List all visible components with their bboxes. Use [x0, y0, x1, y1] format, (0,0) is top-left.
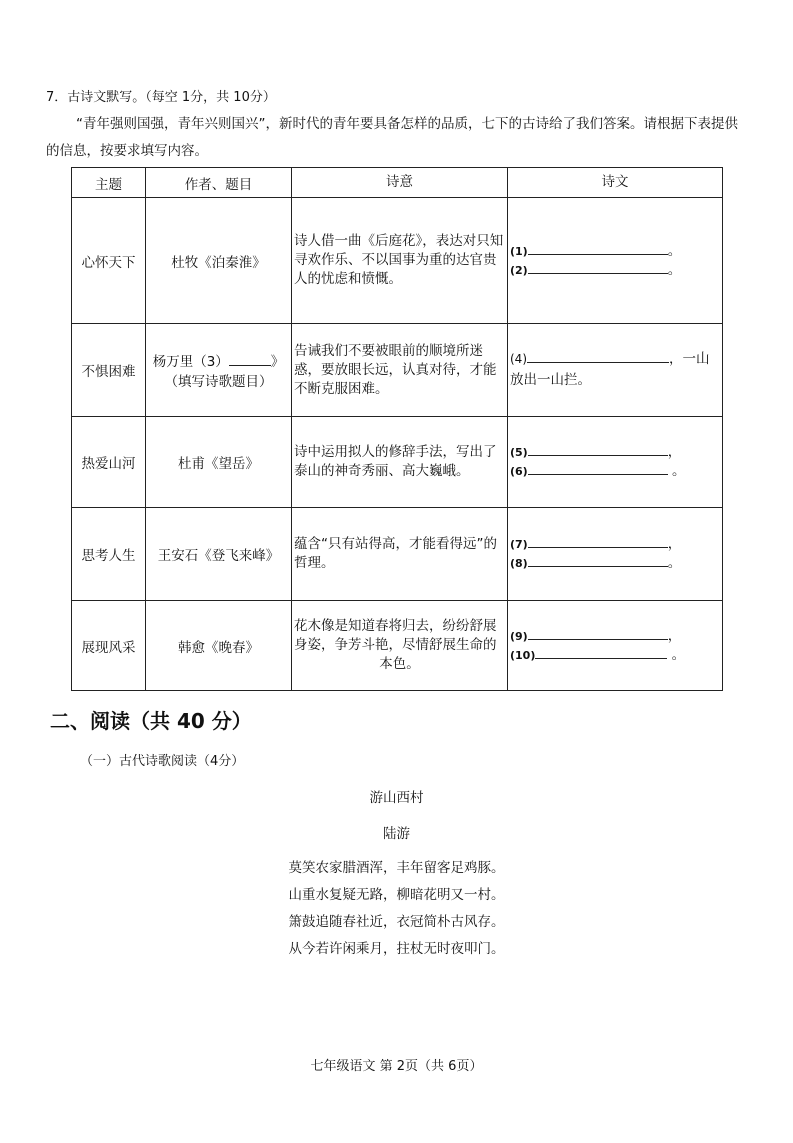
answer-number: (6): [510, 465, 528, 478]
table-header-row: [72, 168, 723, 198]
answer-line: [510, 443, 720, 462]
author-cell: [146, 324, 292, 417]
header-meaning: 诗意: [292, 168, 508, 198]
answer-number: (1): [510, 244, 528, 258]
poem-line: 从今若许闲乘月，拄杖无时夜叩门。: [288, 941, 505, 957]
answer-blank[interactable]: [528, 462, 668, 475]
answer-end: 。: [667, 555, 682, 571]
question-7-intro: “青年强则国强，青年兴则国兴”，新时代的青年要具备怎样的品质，七下的古诗给了我们答案。请根据下表提供的信息，按要求填写内容。: [46, 116, 738, 159]
answer-blank[interactable]: [528, 242, 668, 255]
answer-end: ，: [667, 444, 682, 460]
text-cell: [508, 417, 723, 508]
answer-line: [510, 535, 720, 554]
author-line: [148, 350, 289, 370]
table-row: [72, 198, 723, 324]
section-title: 二、阅读（共 40 分）: [50, 709, 252, 733]
answer-line: [510, 646, 720, 665]
question-7-title: 7．古诗文默写。（每空 1分，共 10分）: [46, 90, 276, 105]
meaning-cell: 诗人借一曲《后庭花》，表达对只知寻欢作乐、不以国事为重的达官贵人的忧虑和愤慨。: [292, 198, 508, 324]
text-cell: [508, 601, 723, 691]
title-blank[interactable]: [229, 353, 271, 366]
answer-line: [510, 242, 720, 261]
author-prefix: 杨万里（3）: [152, 354, 229, 370]
author-cell: 杜甫《望岳》: [146, 417, 292, 508]
poem-title: 游山西村: [369, 790, 424, 806]
author-cell: 杜牧《泊秦淮》: [146, 198, 292, 324]
poem-line: 山重水复疑无路，柳暗花明又一村。: [288, 887, 505, 903]
answer-number: (9): [510, 629, 528, 643]
author-hint: （填写诗歌题目）: [164, 374, 273, 390]
poem-line: 箫鼓追随春社近，衣冠简朴古风存。: [288, 914, 505, 930]
answer-number: (5): [510, 446, 528, 459]
answer-end: 。: [667, 261, 682, 278]
header-text: 诗文: [508, 168, 723, 198]
answer-end: ，: [667, 627, 682, 644]
header-author: 作者、题目: [146, 168, 292, 198]
theme-cell: 思考人生: [72, 508, 146, 601]
poem-line: 莫笑农家腊酒浑，丰年留客足鸡豚。: [288, 860, 505, 876]
section-subtitle: （一）古代诗歌阅读（4分）: [80, 754, 245, 769]
answer-line: [510, 627, 720, 646]
poem-author: 陆游: [383, 826, 410, 842]
theme-cell: 展现风采: [72, 601, 146, 691]
answer-tail: ，一山放出一山拦。: [510, 351, 710, 388]
answer-line: [510, 554, 720, 573]
answer-end: 。: [667, 242, 682, 259]
meaning-cell: 告诫我们不要被眼前的顺境所迷惑，要放眼长远，认真对待，才能不断克服困难。: [292, 324, 508, 417]
meaning-text: 花木像是知道春将归去，纷纷舒展身姿，争芳斗艳，尽情舒展生命的: [294, 618, 497, 653]
answer-blank[interactable]: [528, 535, 668, 548]
answer-blank[interactable]: [535, 646, 667, 659]
answer-blank[interactable]: [528, 261, 668, 274]
header-theme: 主题: [72, 168, 146, 198]
meaning-cell: [292, 601, 508, 691]
meaning-text-end: 本色。: [379, 656, 420, 672]
answer-number: (10): [510, 648, 536, 662]
table-row: [72, 324, 723, 417]
answer-number: (4): [510, 352, 527, 366]
meaning-cell: 诗中运用拟人的修辞手法，写出了泰山的神奇秀丽、高大巍峨。: [292, 417, 508, 508]
answer-blank[interactable]: [528, 554, 668, 567]
theme-cell: 不惧困难: [72, 324, 146, 417]
text-cell: [508, 198, 723, 324]
answer-number: (2): [510, 263, 528, 277]
answer-end: ，: [667, 536, 682, 552]
theme-cell: 心怀天下: [72, 198, 146, 324]
theme-cell: 热爱山河: [72, 417, 146, 508]
answer-blank[interactable]: [528, 443, 668, 456]
text-cell: [508, 324, 723, 417]
answer-number: (7): [510, 538, 528, 551]
answer-blank[interactable]: [528, 627, 668, 640]
table-row: [72, 417, 723, 508]
author-cell: 韩愈《晚春》: [146, 601, 292, 691]
page-footer: 七年级语文 第 2页（共 6页）: [310, 1059, 483, 1074]
author-cell: 王安石《登飞来峰》: [146, 508, 292, 601]
answer-line: [510, 462, 720, 481]
answer-line: [510, 261, 720, 280]
table-row: [72, 508, 723, 601]
answer-number: (8): [510, 557, 528, 570]
table-row: [72, 601, 723, 691]
text-cell: [508, 508, 723, 601]
answer-blank[interactable]: [527, 350, 669, 363]
meaning-cell: 蕴含“只有站得高，才能看得远”的哲理。: [292, 508, 508, 601]
answer-end: 。: [667, 646, 686, 663]
poetry-table: [71, 167, 723, 691]
author-close: 》: [270, 354, 285, 370]
answer-end: 。: [667, 463, 686, 479]
